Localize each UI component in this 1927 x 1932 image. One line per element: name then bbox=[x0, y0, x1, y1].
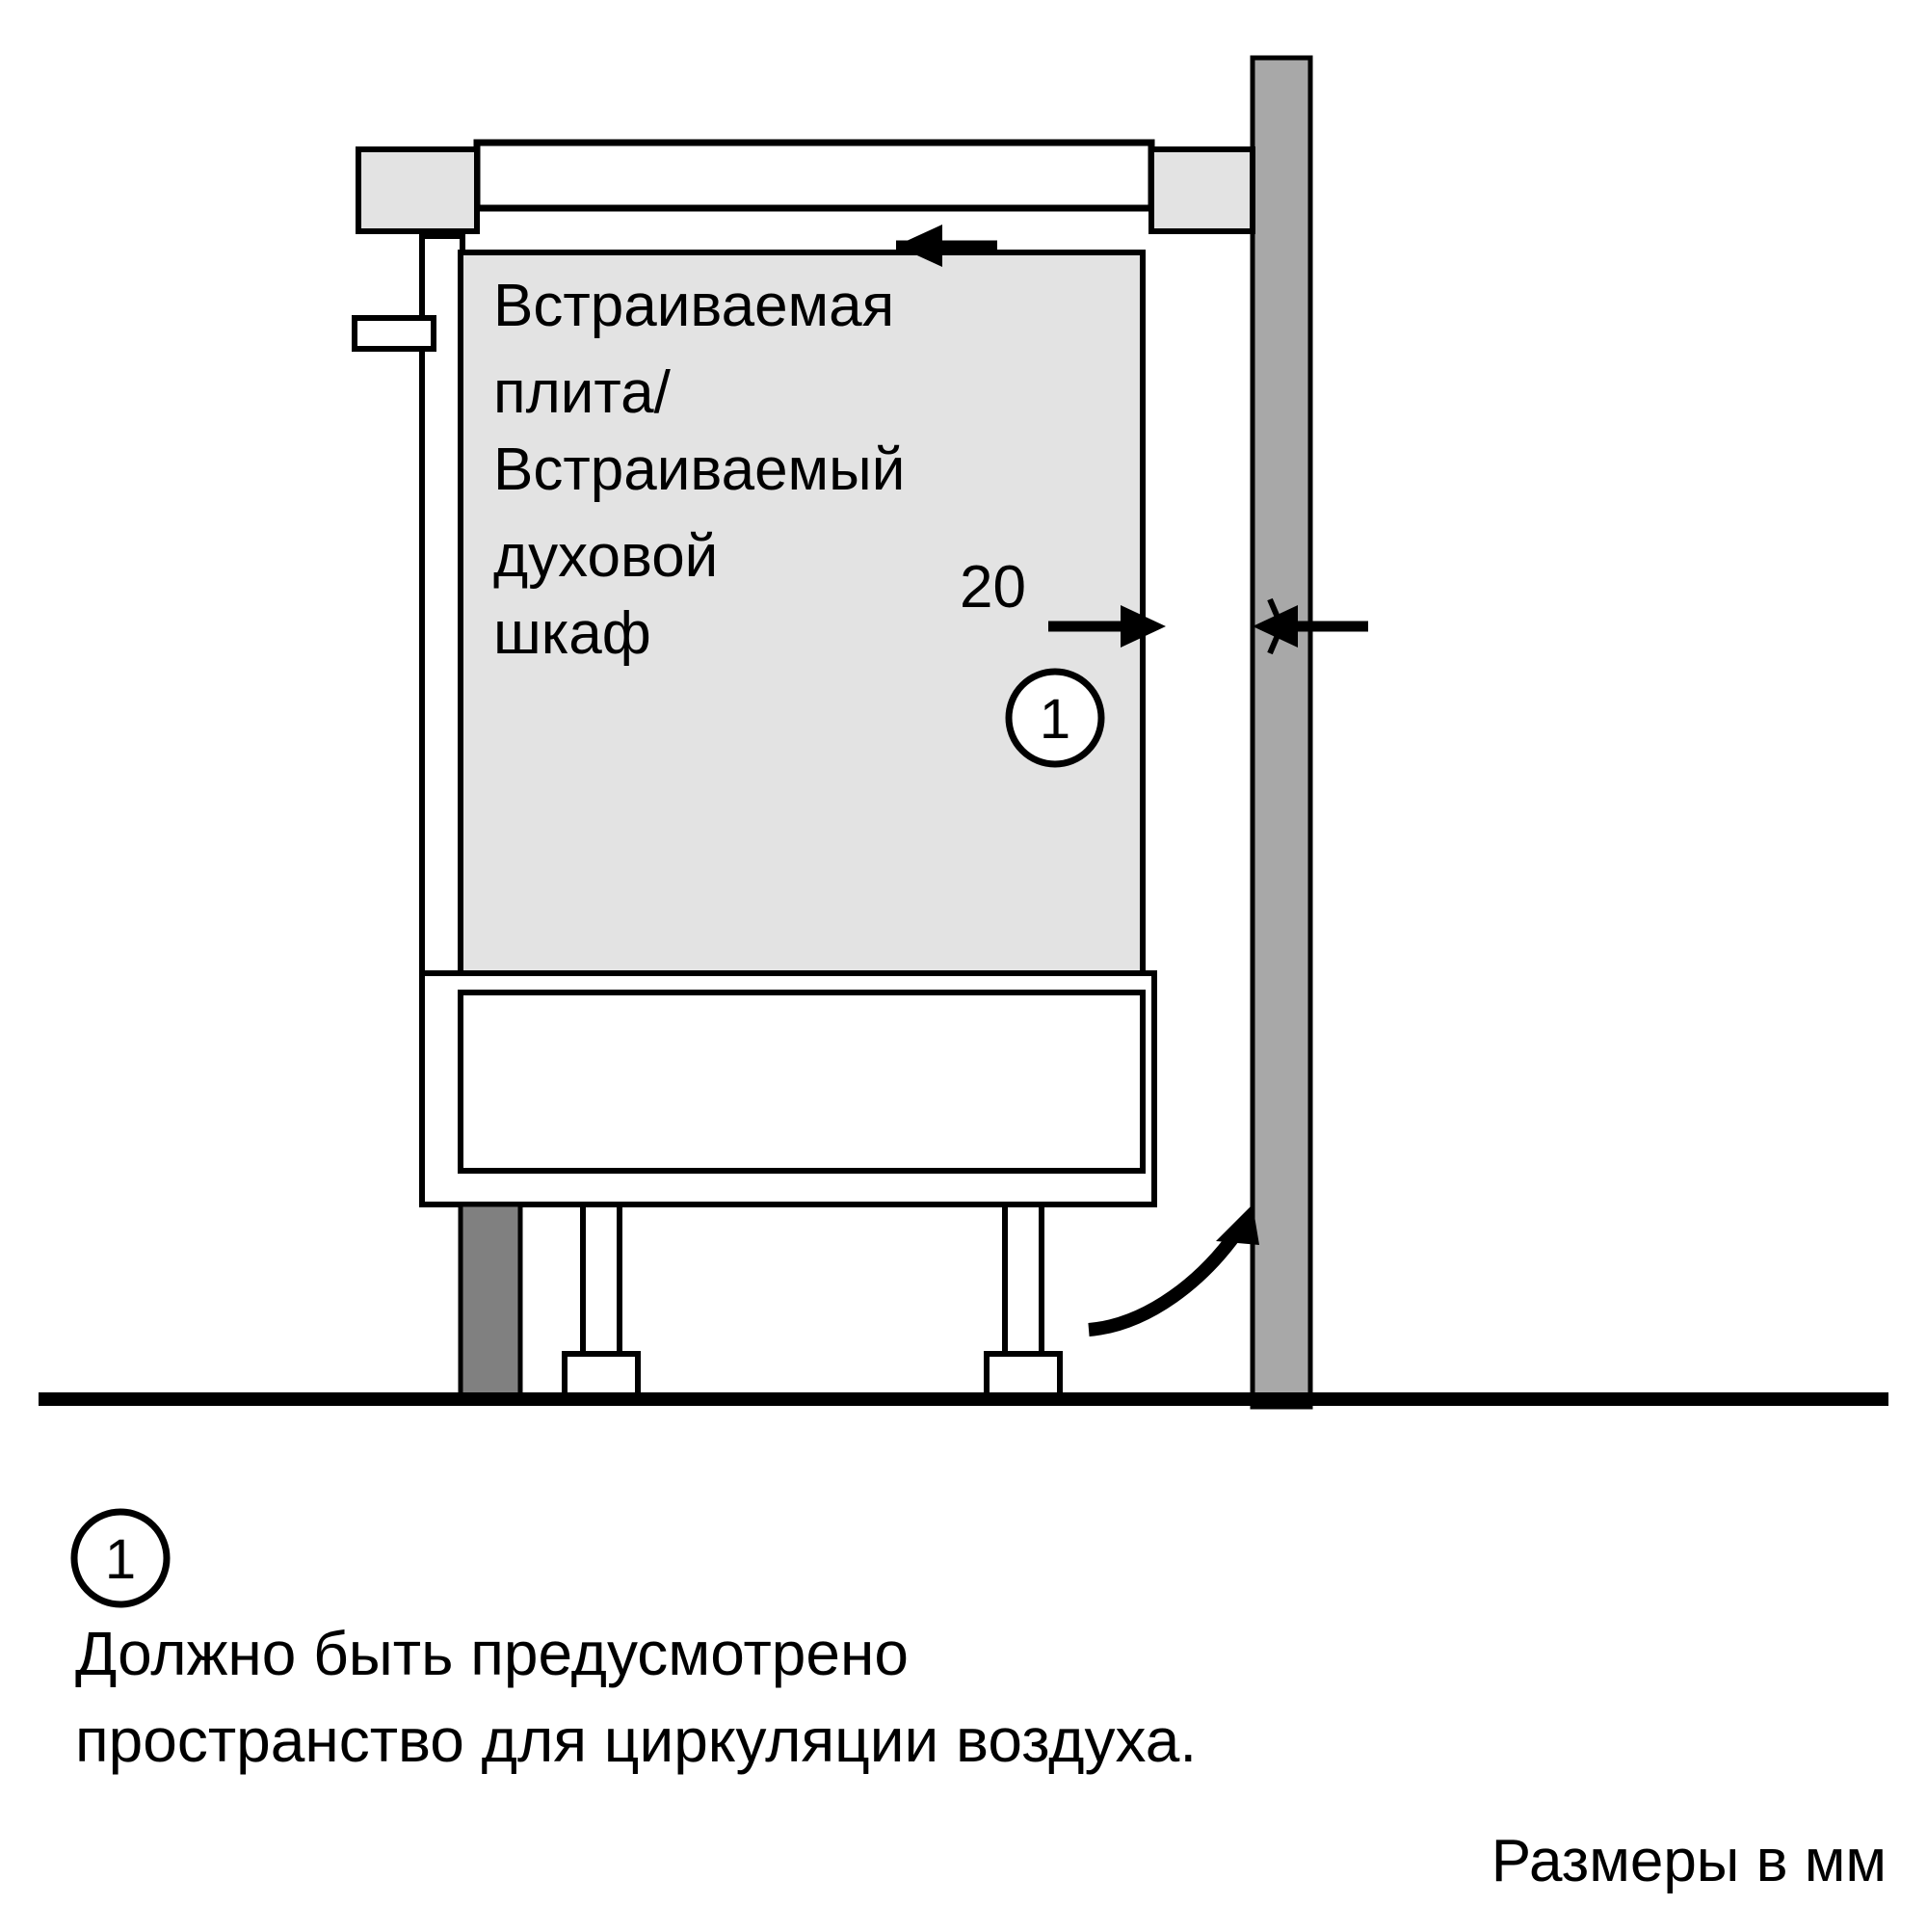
appliance-label-line-2: плита/ bbox=[493, 359, 671, 426]
callout-marker-drawing: 1 bbox=[1039, 688, 1071, 751]
dimension-value: 20 bbox=[960, 554, 1026, 621]
footnote-line-1: Должно быть предусмотрено bbox=[75, 1619, 909, 1688]
footnote-line-2: пространство для циркуляции воздуха. bbox=[75, 1706, 1198, 1775]
appliance-label-line-1: Встраиваемая bbox=[493, 273, 895, 339]
callout-marker-footnote: 1 bbox=[104, 1528, 137, 1591]
appliance-label-line-4: духовой bbox=[493, 523, 719, 590]
appliance-label-line-5: шкаф bbox=[493, 600, 651, 667]
appliance-label-line-3: Встраиваемый bbox=[493, 437, 906, 503]
units-note: Размеры в мм bbox=[1491, 1828, 1887, 1894]
